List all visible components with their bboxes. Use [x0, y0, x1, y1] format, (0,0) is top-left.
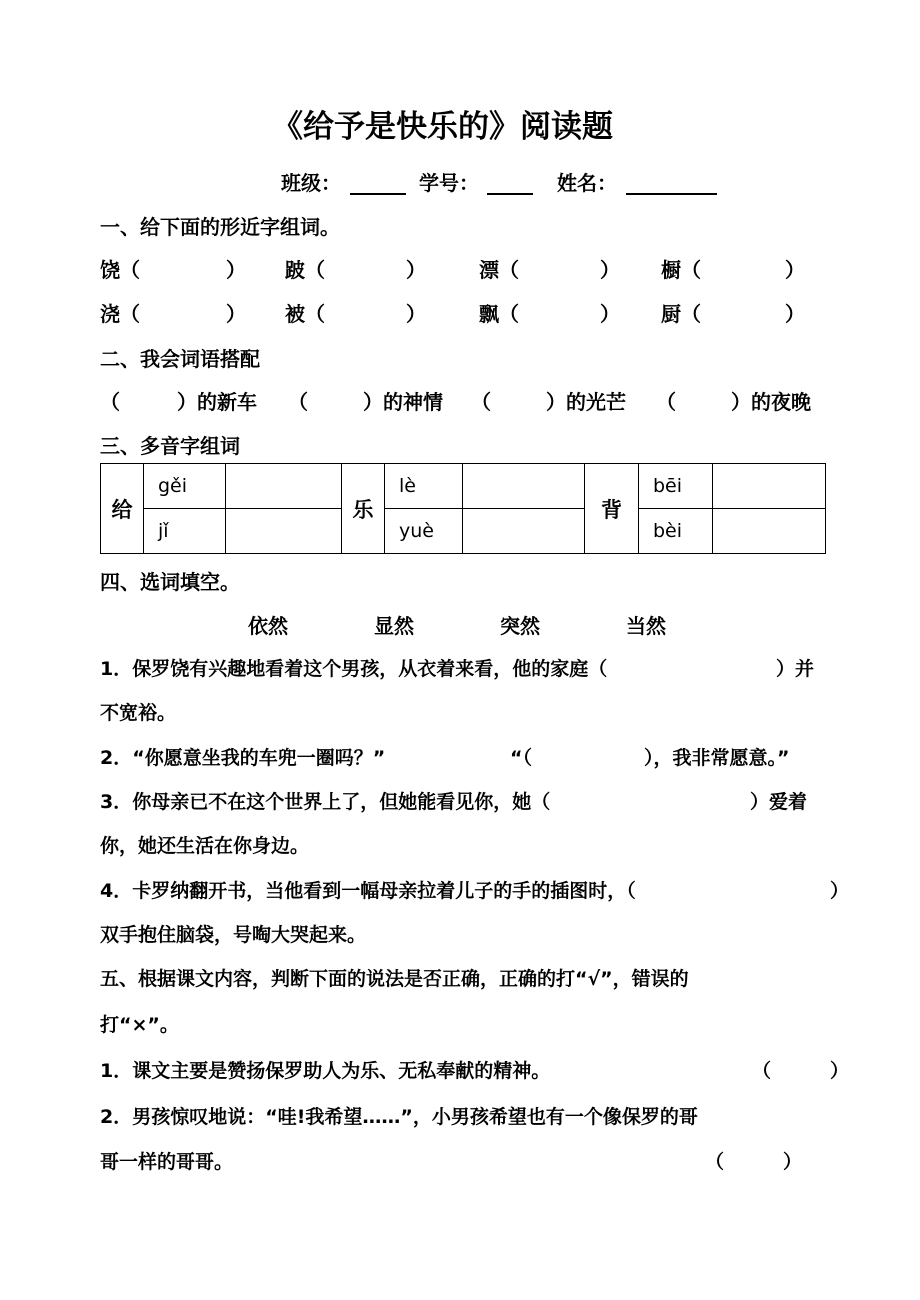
name-field[interactable] — [626, 173, 717, 195]
word-item: 飘（ — [479, 302, 519, 326]
section3-heading: 三、多音字组词 — [100, 434, 240, 458]
pinyin: gěi — [144, 464, 226, 509]
name-label: 姓名： — [557, 171, 617, 195]
poly-char: 背 — [585, 464, 639, 554]
question-2-end: ），我非常愿意。” — [644, 747, 790, 769]
question-4-end: ） — [830, 880, 850, 902]
phrase-item: ）的光芒 — [546, 390, 626, 414]
word-choice: 当然 — [626, 614, 666, 638]
paren-close: ） — [226, 302, 246, 326]
page-title: 《给予是快乐的》阅读题 — [272, 109, 613, 145]
word-item: 浇（ — [100, 302, 140, 326]
paren-close: ） — [600, 258, 620, 282]
paren-close: ） — [406, 258, 426, 282]
paren-close: ） — [785, 258, 805, 282]
pinyin: lè — [385, 464, 463, 509]
section1-heading: 一、给下面的形近字组词。 — [100, 215, 340, 239]
class-field[interactable] — [350, 173, 406, 195]
word-item: 饶（ — [100, 258, 140, 282]
answer-cell[interactable] — [713, 509, 826, 554]
word-item: 厨（ — [661, 302, 701, 326]
polyphone-table — [100, 463, 826, 554]
phrase-item: ）的夜晚 — [731, 390, 811, 414]
section2-heading: 二、我会词语搭配 — [100, 347, 260, 371]
statement-1: 1．课文主要是赞扬保罗助人为乐、无私奉献的精神。 — [100, 1060, 551, 1082]
pinyin: jǐ — [144, 509, 226, 554]
question-3-cont: 你，她还生活在你身边。 — [100, 835, 310, 857]
question-3-end: ）爱着 — [750, 791, 808, 813]
paren-open: （ — [656, 390, 676, 414]
word-item: 跛（ — [285, 258, 325, 282]
poly-char: 给 — [101, 464, 144, 554]
question-2-paren: “（ — [510, 747, 532, 769]
class-label: 班级： — [281, 171, 341, 195]
pinyin: yuè — [385, 509, 463, 554]
statement-2-cont: 哥一样的哥哥。 — [100, 1151, 234, 1173]
word-choice: 显然 — [374, 614, 414, 638]
question-1-end: ）并 — [776, 658, 815, 680]
question-4-cont: 双手抱住脑袋，号啕大哭起来。 — [100, 924, 367, 946]
question-2: 2．“你愿意坐我的车兜一圈吗？” — [100, 747, 386, 769]
question-3: 3．你母亲已不在这个世界上了，但她能看见你，她（ — [100, 791, 551, 813]
section5-heading-cont: 打“×”。 — [100, 1014, 179, 1036]
poly-char: 乐 — [342, 464, 385, 554]
word-choice: 突然 — [500, 614, 540, 638]
statement-2: 2．男孩惊叹地说：“哇!我希望……”，小男孩希望也有一个像保罗的哥 — [100, 1106, 698, 1128]
paren-open: （ — [100, 390, 120, 414]
word-choice: 依然 — [248, 614, 288, 638]
phrase-item: ）的神情 — [363, 390, 443, 414]
word-item: 被（ — [285, 302, 325, 326]
paren-close: ） — [600, 302, 620, 326]
paren-open: （ — [471, 390, 491, 414]
question-1-cont: 不宽裕。 — [100, 702, 177, 724]
paren-close: ） — [406, 302, 426, 326]
phrase-item: ）的新车 — [177, 390, 257, 414]
pinyin: bèi — [639, 509, 713, 554]
paren-open: （ — [705, 1151, 725, 1173]
number-label: 学号： — [419, 171, 479, 195]
answer-cell[interactable] — [226, 464, 342, 509]
answer-cell[interactable] — [713, 464, 826, 509]
number-field[interactable] — [487, 173, 533, 195]
paren-close: ） — [830, 1060, 850, 1082]
word-item: 橱（ — [661, 258, 701, 282]
paren-close: ） — [783, 1151, 803, 1173]
section4-heading: 四、选词填空。 — [100, 570, 240, 594]
answer-cell[interactable] — [226, 509, 342, 554]
answer-cell[interactable] — [463, 464, 585, 509]
pinyin: bēi — [639, 464, 713, 509]
paren-close: ） — [785, 302, 805, 326]
paren-close: ） — [226, 258, 246, 282]
section5-heading: 五、根据课文内容，判断下面的说法是否正确，正确的打“√”，错误的 — [100, 968, 689, 990]
question-4: 4．卡罗纳翻开书，当他看到一幅母亲拉着儿子的手的插图时，（ — [100, 880, 636, 902]
word-item: 漂（ — [479, 258, 519, 282]
paren-open: （ — [752, 1060, 772, 1082]
answer-cell[interactable] — [463, 509, 585, 554]
paren-open: （ — [288, 390, 308, 414]
question-1: 1．保罗饶有兴趣地看着这个男孩，从衣着来看，他的家庭（ — [100, 658, 608, 680]
